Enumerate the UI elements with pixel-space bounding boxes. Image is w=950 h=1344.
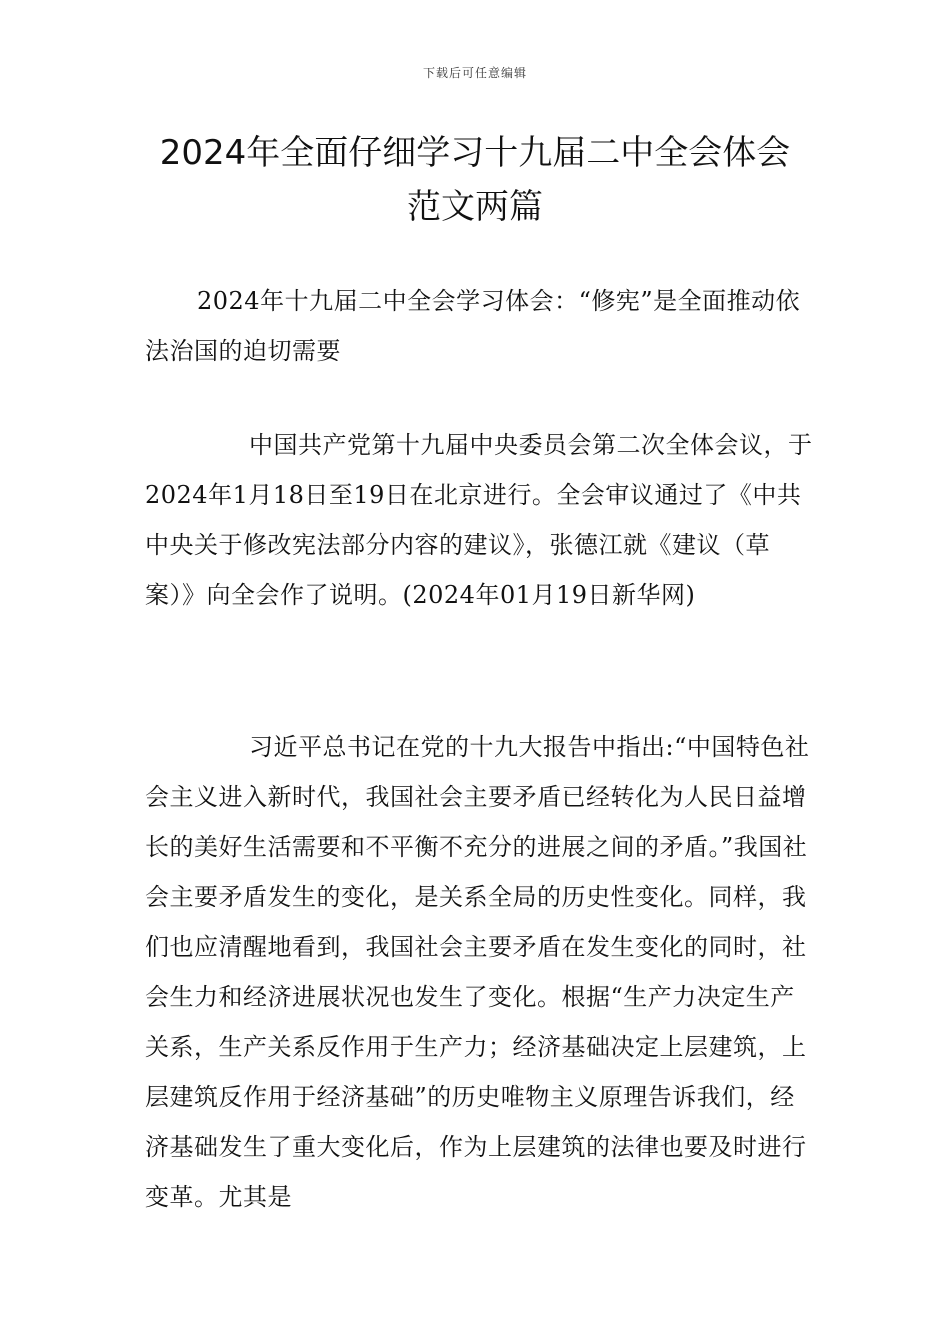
page-title bbox=[120, 126, 830, 234]
title-line-2: 范文两篇 bbox=[407, 187, 543, 227]
paragraph-2: 习近平总书记在党的十九大报告中指出:“中国特色社会主义进入新时代，我国社会主要矛盾已经转化为人民日益增长的美好生活需要和不平衡不充分的进展之间的矛盾。”我国社会主要矛盾发生的变化，是关系全局的历史性变化。同样，我们也应清醒地看到，我国社会主要矛盾在发生变化的同时，社会生力和经济进展状况也发生了变化。根据“生产力决定生产关系，生产关系反作用于生产力；经济基础决定上层建筑，上层建筑反作用于经济基础”的历史唯物主义原理告诉我们，经济基础发生了重大变化后，作为上层建筑的法律也要及时进行变革。尤其是 bbox=[145, 733, 810, 1211]
title-line-1: 2024年全面仔细学习十九届二中全会体会 bbox=[159, 133, 791, 173]
paragraph-1: 中国共产党第十九届中央委员会第二次全体会议，于2024年1月18日至19日在北京进行。全会审议通过了《中共中央关于修改宪法部分内容的建议》，张德江就《建议（草案）》向全会作了说明。(2024年01月19日新华网) bbox=[145, 431, 813, 609]
header-note: 下载后可任意编辑 bbox=[422, 66, 527, 80]
article-subtitle: 2024年十九届二中全会学习体会：“修宪”是全面推动依法治国的迫切需要 bbox=[145, 287, 801, 365]
